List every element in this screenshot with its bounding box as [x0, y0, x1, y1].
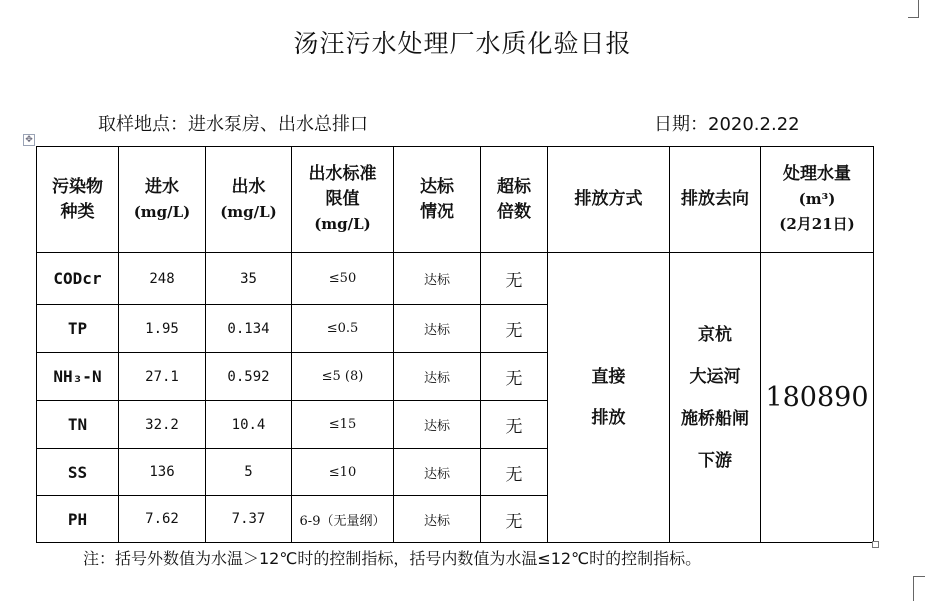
exceed-cell: 无 [481, 353, 548, 401]
outflow-cell: 0.592 [206, 353, 292, 401]
header-inflow-unit: (mg/L) [133, 202, 191, 221]
status-cell: 达标 [394, 253, 481, 305]
discharge-mode-line1: 直接 [591, 366, 626, 387]
header-volume [761, 147, 874, 253]
sampling-location: 取样地点：进水泵房、出水总排口 [98, 114, 368, 135]
pollutant-cell: PH [37, 496, 119, 543]
report-title: 汤汪污水处理厂水质化验日报 [293, 29, 632, 58]
discharge-mode-cell [548, 253, 670, 543]
report-date: 日期：2020.2.22 [654, 114, 800, 135]
status-cell: 达标 [394, 449, 481, 496]
footnote: 注：括号外数值为水温＞12℃时的控制指标，括号内数值为水温≤12℃时的控制指标。 [83, 549, 702, 568]
outflow-cell: 5 [206, 449, 292, 496]
inflow-cell: 7.62 [119, 496, 206, 543]
header-volume-unit: (m³) [798, 190, 836, 208]
outflow-cell: 35 [206, 253, 292, 305]
pollutant-cell: CODcr [37, 253, 119, 305]
header-exceed-line2: 倍数 [497, 201, 531, 222]
status-cell: 达标 [394, 353, 481, 401]
right-margin-mark [918, 0, 919, 18]
header-compliance [394, 147, 481, 253]
discharge-mode-line2: 排放 [591, 407, 626, 428]
header-pollutant-line2: 种类 [60, 201, 95, 222]
limit-cell: ≤5 (8) [292, 353, 394, 401]
inflow-cell: 136 [119, 449, 206, 496]
outflow-cell: 10.4 [206, 401, 292, 449]
limit-cell: ≤0.5 [292, 305, 394, 353]
header-discharge-dest: 排放去向 [670, 147, 761, 253]
right-margin-mark-horizontal [908, 17, 919, 18]
discharge-dest-cell [670, 253, 761, 543]
discharge-dest-line2: 大运河 [689, 366, 741, 387]
water-quality-table [36, 146, 874, 543]
outflow-cell: 0.134 [206, 305, 292, 353]
inflow-cell: 1.95 [119, 305, 206, 353]
table-move-handle-icon[interactable]: ✥ [23, 134, 35, 146]
header-pollutant [37, 147, 119, 253]
inflow-cell: 248 [119, 253, 206, 305]
pollutant-cell: TP [37, 305, 119, 353]
limit-cell: 6-9（无量纲） [292, 496, 394, 543]
table-row [37, 253, 874, 305]
limit-cell: ≤50 [292, 253, 394, 305]
header-limit-line1: 出水标准 [308, 164, 377, 184]
inflow-cell: 32.2 [119, 401, 206, 449]
header-limit-unit: (mg/L) [314, 215, 371, 233]
header-pollutant-line1: 污染物 [52, 176, 103, 197]
bottom-margin-mark-horizontal [913, 576, 925, 577]
header-inflow [119, 147, 206, 253]
header-volume-line1: 处理水量 [783, 164, 851, 184]
discharge-dest-line4: 下游 [698, 450, 732, 471]
header-compliance-line2: 情况 [420, 201, 454, 222]
header-row [37, 147, 874, 253]
header-limit [292, 147, 394, 253]
header-exceed [481, 147, 548, 253]
exceed-cell: 无 [481, 401, 548, 449]
pollutant-cell: NH₃-N [37, 353, 119, 401]
header-outflow-unit: (mg/L) [220, 202, 277, 221]
exceed-cell: 无 [481, 305, 548, 353]
status-cell: 达标 [394, 496, 481, 543]
inflow-cell: 27.1 [119, 353, 206, 401]
outflow-cell: 7.37 [206, 496, 292, 543]
header-exceed-line1: 超标 [497, 176, 531, 197]
limit-cell: ≤15 [292, 401, 394, 449]
limit-cell: ≤10 [292, 449, 394, 496]
header-discharge-mode: 排放方式 [548, 147, 670, 253]
header-inflow-line1: 进水 [145, 176, 179, 197]
table-resize-handle-icon[interactable] [872, 541, 879, 548]
exceed-cell: 无 [481, 496, 548, 543]
status-cell: 达标 [394, 305, 481, 353]
header-outflow [206, 147, 292, 253]
pollutant-cell: TN [37, 401, 119, 449]
header-volume-date: (2月21日) [779, 215, 855, 233]
exceed-cell: 无 [481, 449, 548, 496]
treated-volume-cell: 180890 [761, 253, 874, 543]
bottom-margin-mark [913, 576, 914, 601]
discharge-dest-line1: 京杭 [698, 324, 732, 345]
header-outflow-line1: 出水 [231, 176, 266, 197]
exceed-cell: 无 [481, 253, 548, 305]
discharge-dest-line3: 施桥船闸 [681, 408, 749, 429]
header-compliance-line1: 达标 [420, 176, 454, 197]
header-limit-line2: 限值 [325, 189, 360, 209]
status-cell: 达标 [394, 401, 481, 449]
pollutant-cell: SS [37, 449, 119, 496]
